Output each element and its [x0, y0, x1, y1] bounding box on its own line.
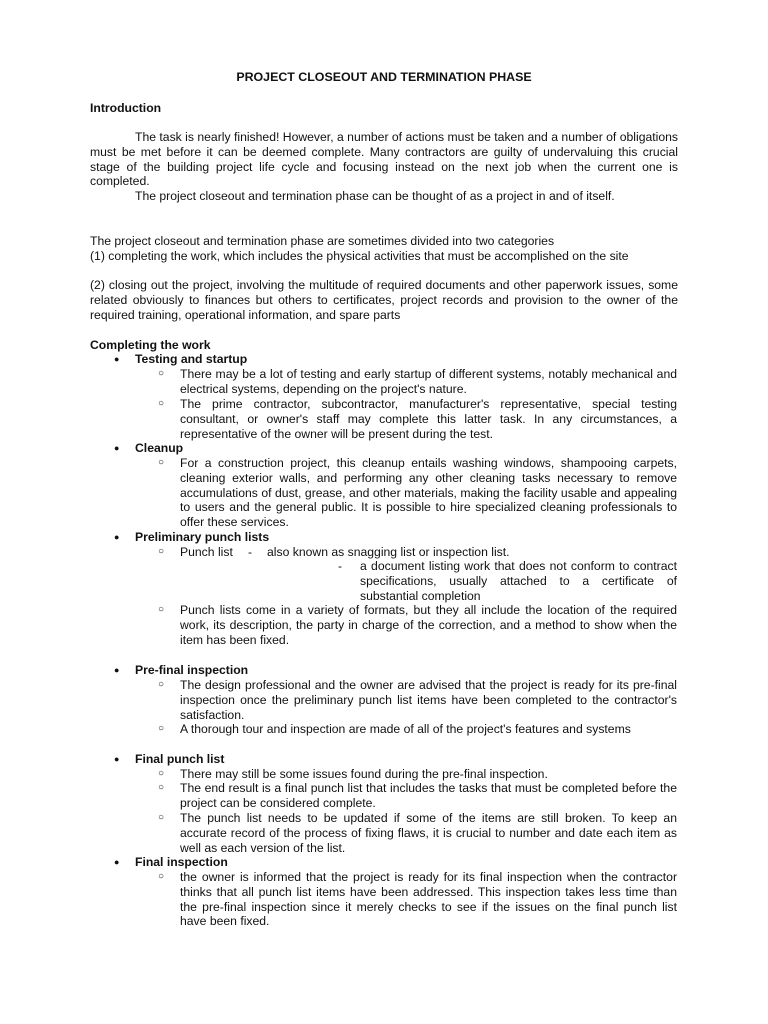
list-item	[158, 781, 677, 811]
list-item-text: The punch list needs to be updated if some of the items are still broken. To keep an accurate record of the process of fixing flaws, it is crucial to number and date each item as well as each version of the list.	[180, 811, 677, 855]
section-title: Testing and startup	[135, 352, 248, 366]
list-item-text: There may still be some issues found during the pre-final inspection.	[180, 767, 548, 781]
intro-paragraph-2: The project closeout and termination phase can be thought of as a project in and of itself.	[135, 189, 615, 203]
punch-list-term: Punch list	[180, 545, 233, 559]
bullet-icon: ●	[114, 532, 120, 542]
list-item	[158, 767, 677, 782]
section-final-punch-list	[114, 752, 225, 767]
list-item	[158, 678, 677, 722]
section-title: Cleanup	[135, 441, 184, 455]
dash-marker: -	[338, 559, 343, 573]
categories-intro: The project closeout and termination phase are sometimes divided into two categories	[90, 234, 555, 248]
completing-work-heading: Completing the work	[90, 338, 211, 352]
list-item-text: For a construction project, this cleanup entails washing windows, shampooing carpets, cleaning exterior walls, and performing any other cleaning tasks necessary to remove accumulations of dust, grease, and other materials, making the facility usable and appealing to users and the general public. It is possible to hire specialized cleaning professionals to offer these services.	[180, 456, 677, 530]
section-title: Final inspection	[135, 855, 228, 869]
circle-bullet-icon: ○	[158, 368, 165, 379]
list-item	[158, 456, 677, 530]
bullet-icon: ●	[114, 443, 120, 453]
list-item-text: There may be a lot of testing and early startup of different systems, notably mechanical and electrical systems, depending on the project's nature.	[180, 367, 677, 396]
circle-bullet-icon: ○	[158, 604, 165, 615]
list-item-text: The design professional and the owner are advised that the project is ready for its pre-final inspection once the preliminary punch list items have been completed to the contractor's satisfaction.	[180, 678, 677, 722]
list-item	[158, 397, 677, 441]
list-item	[158, 603, 677, 647]
list-item-text: The end result is a final punch list that includes the tasks that must be completed before the project can be considered complete.	[180, 781, 677, 810]
bullet-icon: ●	[114, 857, 120, 867]
section-final-inspection	[114, 855, 228, 870]
punch-list-definition-2: a document listing work that does not conform to contract specifications, usually attached to a certificate of substantial completion	[360, 559, 677, 603]
category-2: (2) closing out the project, involving the multitude of required documents and other paperwork issues, some related obviously to finances but others to certificates, project records and provision to the owner of the required training, operational information, and spare parts	[90, 278, 678, 322]
section-testing-startup	[114, 352, 248, 367]
bullet-icon: ●	[114, 354, 120, 364]
circle-bullet-icon: ○	[158, 812, 165, 823]
document-title: PROJECT CLOSEOUT AND TERMINATION PHASE	[236, 70, 532, 84]
circle-bullet-icon: ○	[158, 546, 165, 557]
punch-list-definition-1: also known as snagging list or inspection list.	[267, 545, 510, 559]
bullet-icon: ●	[114, 754, 120, 764]
introduction-heading: Introduction	[90, 101, 162, 115]
list-item	[158, 870, 677, 929]
list-item-text: Punch lists come in a variety of formats, but they all include the location of the required work, its description, the party in charge of the correction, and a method to show when the item has been fixed.	[180, 603, 677, 647]
circle-bullet-icon: ○	[158, 398, 165, 409]
intro-paragraph-1: The task is nearly finished! However, a number of actions must be taken and a number of obligations must be met before it can be deemed complete. Many contractors are guilty of undervaluing this crucial stage of the building project life cycle and focusing instead on the next job when the current one is completed.	[90, 130, 678, 189]
list-item-text: A thorough tour and inspection are made of all of the project's features and systems	[180, 722, 631, 736]
section-preliminary-punch-lists	[114, 530, 270, 545]
list-item-text: the owner is informed that the project is ready for its final inspection when the contractor thinks that all punch list items have been addressed. This inspection takes less time than the pre-final inspection since it merely checks to see if the issues on the final punch list have been fixed.	[180, 870, 677, 929]
circle-bullet-icon: ○	[158, 457, 165, 468]
section-title: Pre-final inspection	[135, 663, 249, 677]
circle-bullet-icon: ○	[158, 723, 165, 734]
circle-bullet-icon: ○	[158, 679, 165, 690]
section-cleanup	[114, 441, 184, 456]
circle-bullet-icon: ○	[158, 871, 165, 882]
list-item	[158, 367, 677, 397]
list-item-text: The prime contractor, subcontractor, manufacturer's representative, special testing consultant, or owner's staff may complete this latter task. In any circumstances, a representative of the owner will be present during the test.	[180, 397, 677, 441]
bullet-icon: ●	[114, 665, 120, 675]
category-1: (1) completing the work, which includes the physical activities that must be accomplished on the site	[90, 249, 629, 263]
dash-marker: -	[248, 545, 253, 559]
circle-bullet-icon: ○	[158, 768, 165, 779]
section-title: Final punch list	[135, 752, 225, 766]
circle-bullet-icon: ○	[158, 782, 165, 793]
list-item	[158, 722, 677, 737]
section-title: Preliminary punch lists	[135, 530, 270, 544]
section-pre-final-inspection	[114, 663, 249, 678]
list-item	[158, 811, 677, 855]
